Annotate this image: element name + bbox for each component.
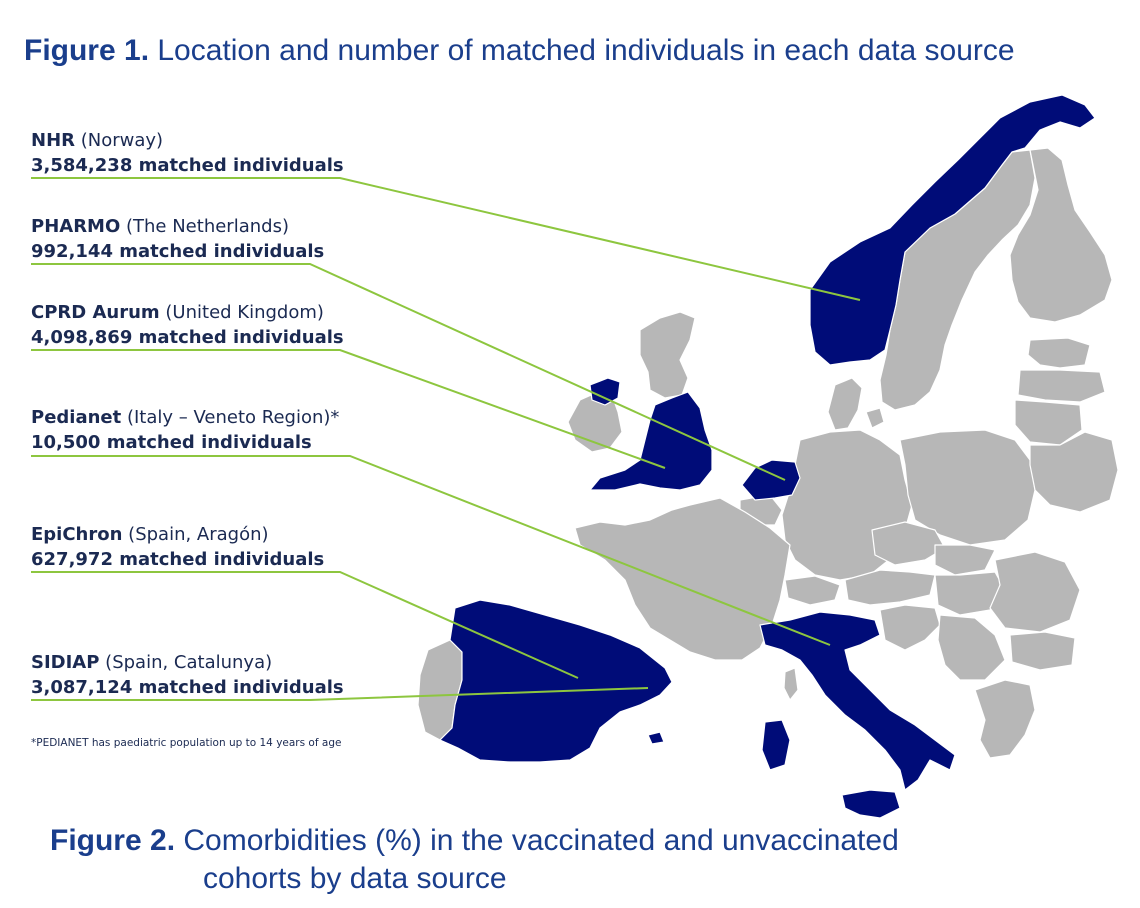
label-pedianet <box>31 405 339 455</box>
source-name: EpiChron <box>31 524 123 545</box>
country-belarus <box>1030 432 1118 512</box>
source-region: (The Netherlands) <box>126 216 289 237</box>
source-count: 992,144 matched individuals <box>31 241 325 262</box>
source-count: 3,087,124 matched individuals <box>31 677 344 698</box>
country-northern-ireland <box>590 378 620 405</box>
figure-1-text: Location and number of matched individuals in each data source <box>157 34 1015 67</box>
label-pharmo <box>31 214 324 264</box>
figure-1-label: Figure 1. <box>24 34 150 67</box>
source-region: (Spain, Aragón) <box>128 524 269 545</box>
source-name: CPRD Aurum <box>31 302 160 323</box>
country-croatia <box>880 605 940 650</box>
country-estonia <box>1028 338 1090 368</box>
country-slovakia <box>935 545 995 575</box>
label-nhr <box>31 128 344 178</box>
country-italy-sardinia <box>762 720 790 770</box>
country-denmark-island <box>866 408 884 428</box>
source-region: (Spain, Catalunya) <box>105 652 273 673</box>
country-spain-baleares <box>648 732 664 744</box>
footnote: *PEDIANET has paediatric population up to 14 years of age <box>31 737 342 749</box>
label-sidiap <box>31 650 344 700</box>
country-italy-sicily <box>842 790 900 818</box>
source-count: 10,500 matched individuals <box>31 432 312 453</box>
country-bulgaria <box>1010 632 1075 670</box>
country-denmark <box>828 378 862 430</box>
country-scotland <box>640 312 695 398</box>
figure-2-text-line1: Comorbidities (%) in the vaccinated and unvaccinated <box>183 824 899 857</box>
country-greece <box>975 680 1035 758</box>
country-latvia <box>1018 370 1105 402</box>
source-name: Pedianet <box>31 407 122 428</box>
source-region: (Norway) <box>80 130 164 151</box>
source-name: PHARMO <box>31 216 121 237</box>
figure-2-label: Figure 2. <box>50 824 176 857</box>
country-romania <box>990 552 1080 632</box>
source-count: 627,972 matched individuals <box>31 549 325 570</box>
source-region: (Italy – Veneto Region)* <box>126 407 340 428</box>
source-count: 3,584,238 matched individuals <box>31 155 344 176</box>
country-netherlands <box>742 460 800 500</box>
label-epichron <box>31 522 324 572</box>
figure-2-text-line2: cohorts by data source <box>203 862 507 895</box>
source-region: (United Kingdom) <box>165 302 324 323</box>
source-name: SIDIAP <box>31 652 100 673</box>
country-spain <box>440 600 672 762</box>
source-count: 4,098,869 matched individuals <box>31 327 344 348</box>
country-corsica <box>784 668 798 700</box>
source-name: NHR <box>31 130 75 151</box>
figure-2-title <box>50 822 899 898</box>
country-serbia <box>938 615 1005 680</box>
country-switzerland <box>785 576 840 605</box>
label-cprd-aurum <box>31 300 344 350</box>
